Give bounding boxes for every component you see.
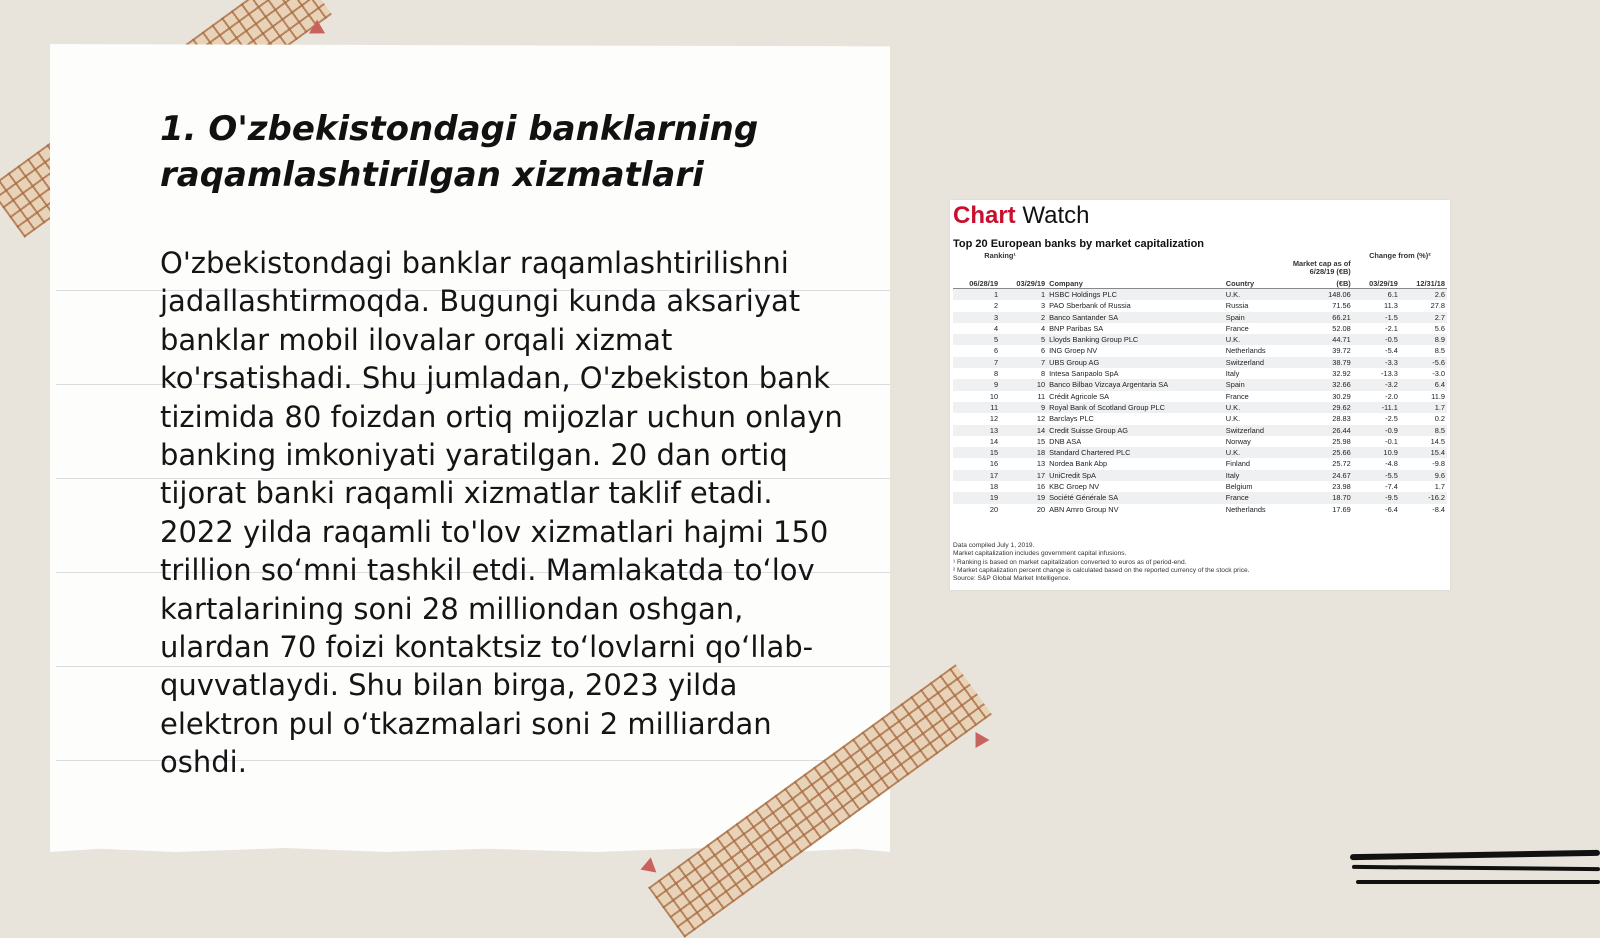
table-cell: -11.1 <box>1353 402 1400 413</box>
table-cell: 5.6 <box>1434 323 1445 333</box>
table-cell: 25.66 <box>1287 447 1353 458</box>
table-cell: 26.44 <box>1287 425 1353 436</box>
table-cell: 8.5 <box>1400 425 1447 436</box>
table-cell: 32.92 <box>1332 369 1351 379</box>
table-row <box>953 447 1447 458</box>
table-cell: UniCredit SpA <box>1047 470 1224 481</box>
table-row <box>953 504 1447 515</box>
chart-watch-subtitle: Top 20 European banks by market capitalization <box>953 238 1205 250</box>
table-row <box>953 481 1447 492</box>
table-cell: Banco Santander SA <box>1047 312 1224 323</box>
table-cell: 0.2 <box>1434 414 1445 424</box>
table-cell: Finland <box>1225 459 1251 469</box>
column-header: 06/28/19 <box>953 276 1000 289</box>
table-cell: -5.6 <box>1400 357 1447 368</box>
table-cell: 10 <box>1000 379 1047 390</box>
table-cell: 52.08 <box>1332 323 1351 333</box>
table-cell: 10.9 <box>1353 447 1400 458</box>
brush-stroke <box>1350 850 1600 860</box>
table-cell: Banco Bilbao Vizcaya Argentaria SA <box>1047 379 1224 390</box>
table-cell: 15 <box>953 447 1000 458</box>
brand-word-watch: Watch <box>1022 202 1090 229</box>
chart-watch-brand <box>953 203 1089 229</box>
table-row <box>953 312 1447 323</box>
table-cell: 39.72 <box>1332 346 1351 356</box>
table-cell: 2.6 <box>1400 289 1447 301</box>
table-cell: 6.4 <box>1400 379 1447 390</box>
table-cell: Netherlands <box>1225 346 1266 356</box>
table-cell: 6 <box>993 346 999 356</box>
table-cell: DNB ASA <box>1049 436 1082 446</box>
table-cell: -2.5 <box>1385 414 1398 424</box>
table-cell: BNP Paribas SA <box>1049 323 1104 333</box>
table-cell: Norway <box>1225 436 1251 446</box>
table-cell: 71.56 <box>1332 301 1351 311</box>
table-cell: 24.67 <box>1287 470 1353 481</box>
table-cell: 8.5 <box>1434 346 1445 356</box>
table-cell: Belgium <box>1225 482 1253 492</box>
table-cell: 12 <box>1036 414 1046 424</box>
table-cell: 18 <box>1000 447 1047 458</box>
table-cell: France <box>1225 323 1249 333</box>
table-cell: U.K. <box>1224 402 1287 413</box>
market-cap-header: Market cap as of 6/28/19 (€B) <box>1292 259 1351 276</box>
slide-title: 1. O'zbekistondagi banklarning raqamlashtirilgan xizmatlari <box>160 109 759 195</box>
column-header: 12/31/18 <box>1400 276 1447 289</box>
table-cell: 25.98 <box>1332 436 1351 446</box>
table-cell: Spain <box>1224 312 1287 323</box>
table-cell: 8 <box>993 369 999 379</box>
table-row <box>953 402 1447 413</box>
table-cell: Lloyds Banking Group PLC <box>1047 334 1224 345</box>
table-cell: -5.5 <box>1353 470 1400 481</box>
table-cell: 28.83 <box>1332 414 1351 424</box>
table-cell: Société Générale SA <box>1047 492 1224 503</box>
brush-stroke <box>1352 865 1600 871</box>
table-row <box>953 334 1447 345</box>
table-cell: 4 <box>993 323 999 333</box>
table-cell: Italy <box>1224 470 1287 481</box>
table-cell: 9 <box>1000 402 1047 413</box>
column-header: Country <box>1224 276 1287 289</box>
table-cell: 16 <box>989 459 999 469</box>
table-cell: 2 <box>1000 312 1047 323</box>
table-cell: 17.69 <box>1332 504 1351 514</box>
table-cell: 25.72 <box>1332 459 1351 469</box>
table-cell: -16.2 <box>1400 492 1447 503</box>
table-cell: PAO Sberbank of Russia <box>1049 301 1131 311</box>
table-cell: 18.70 <box>1287 492 1353 503</box>
table-cell: 44.71 <box>1287 334 1353 345</box>
table-cell: -2.1 <box>1385 323 1398 333</box>
banks-table <box>953 250 1447 515</box>
table-cell: -0.1 <box>1385 436 1398 446</box>
table-cell: 14.5 <box>1430 436 1445 446</box>
table-cell: 3 <box>953 312 1000 323</box>
table-cell: 5 <box>1000 334 1047 345</box>
table-cell: HSBC Holdings PLC <box>1047 289 1224 301</box>
footnote: Data compiled July 1, 2019. <box>953 542 1035 549</box>
footnote: Market capitalization includes government capital infusions. <box>953 550 1127 558</box>
table-cell: -3.0 <box>1432 369 1445 379</box>
table-cell: -3.2 <box>1353 379 1400 390</box>
table-cell: 9.6 <box>1400 470 1447 481</box>
table-row <box>953 391 1447 402</box>
table-cell: Netherlands <box>1225 504 1266 514</box>
table-cell: 6 <box>1041 346 1046 356</box>
table-row <box>953 458 1447 469</box>
footnote: ¹ Ranking is based on market capitalization converted to euros as of period-end. <box>953 558 1187 566</box>
table-cell: 11.9 <box>1431 391 1445 401</box>
table-cell: -3.3 <box>1353 357 1400 368</box>
table-cell: 8 <box>1041 369 1046 379</box>
table-cell: 1 <box>953 289 1000 301</box>
tape-tip-left <box>640 857 661 878</box>
group-header-ranking: Ranking¹ <box>984 251 1016 260</box>
table-cell: Italy <box>1225 369 1240 379</box>
table-cell: 38.79 <box>1287 357 1353 368</box>
table-cell: U.K. <box>1225 414 1241 424</box>
table-cell: 15 <box>1036 436 1046 446</box>
table-cell: 5 <box>953 334 1000 345</box>
table-cell: -9.5 <box>1353 492 1400 503</box>
table-cell: 15.4 <box>1400 447 1447 458</box>
table-cell: Switzerland <box>1224 357 1287 368</box>
table-cell: 16 <box>1036 482 1046 492</box>
table-row <box>953 492 1447 503</box>
column-header: (€B) <box>1287 276 1353 289</box>
table-cell: -6.4 <box>1385 504 1398 514</box>
table-row <box>953 425 1447 436</box>
table-cell: 8.9 <box>1400 334 1447 345</box>
table-cell: 10 <box>989 391 999 401</box>
table-cell: -9.8 <box>1432 459 1445 469</box>
table-cell: -1.5 <box>1353 312 1400 323</box>
table-cell: Switzerland <box>1224 425 1287 436</box>
table-cell: 18 <box>989 482 999 492</box>
table-cell: 30.29 <box>1332 391 1351 401</box>
table-cell: U.K. <box>1224 289 1287 301</box>
table-cell: -0.5 <box>1353 334 1400 345</box>
table-cell: 6.1 <box>1353 289 1400 301</box>
table-cell: 11 <box>953 402 1000 413</box>
table-cell: 23.98 <box>1332 482 1351 492</box>
table-row <box>953 368 1447 379</box>
table-cell: 66.21 <box>1287 312 1353 323</box>
table-cell: 148.06 <box>1287 289 1353 301</box>
table-cell: -4.8 <box>1385 459 1398 469</box>
table-cell: -8.4 <box>1432 504 1445 514</box>
table-cell: 14 <box>1000 425 1047 436</box>
table-cell: 4 <box>1041 323 1046 333</box>
brand-word-chart: Chart <box>953 202 1016 229</box>
chart-watch-card <box>950 200 1450 590</box>
table-cell: 3 <box>1041 301 1046 311</box>
table-cell: UBS Group AG <box>1047 357 1224 368</box>
table-row <box>953 470 1447 481</box>
table-cell: 1.7 <box>1400 402 1447 413</box>
table-cell: -7.4 <box>1385 482 1398 492</box>
table-cell: Russia <box>1225 301 1249 311</box>
table-cell: 12 <box>989 414 999 424</box>
column-header: Company <box>1047 276 1224 289</box>
table-cell: 19 <box>953 492 1000 503</box>
table-cell: ING Groep NV <box>1049 346 1098 356</box>
table-cell: 7 <box>1000 357 1047 368</box>
table-cell: 7 <box>953 357 1000 368</box>
table-cell: -13.3 <box>1381 369 1398 379</box>
table-cell: 9 <box>953 379 1000 390</box>
tape-tip-right <box>969 728 990 748</box>
table-cell: 29.62 <box>1287 402 1353 413</box>
table-cell: 1.7 <box>1434 482 1445 492</box>
table-cell: Intesa Sanpaolo SpA <box>1049 369 1119 379</box>
footnote: ² Market capitalization percent change is calculated based on the reported currency of the stock price. <box>953 566 1250 574</box>
table-row <box>953 345 1447 356</box>
table-row <box>953 357 1447 368</box>
table-cell: 13 <box>953 425 1000 436</box>
table-cell: Crédit Agricole SA <box>1049 391 1110 401</box>
table-cell: Standard Chartered PLC <box>1047 447 1224 458</box>
table-row <box>953 436 1447 447</box>
table-cell: 32.66 <box>1287 379 1353 390</box>
brush-stroke <box>1356 880 1600 884</box>
column-header: 03/29/19 <box>1000 276 1047 289</box>
table-row <box>953 413 1447 424</box>
table-footnotes <box>953 542 1447 583</box>
group-header-change: Change from (%)² <box>1369 251 1431 260</box>
table-row <box>953 300 1447 311</box>
table-cell: France <box>1224 492 1287 503</box>
table-cell: 13 <box>1036 459 1046 469</box>
table-cell: 17 <box>1000 470 1047 481</box>
table-row <box>953 289 1447 301</box>
table-cell: 20 <box>1036 504 1046 514</box>
table-cell: France <box>1225 391 1249 401</box>
table-cell: -2.0 <box>1385 391 1398 401</box>
table-cell: 14 <box>989 436 999 446</box>
footnote: Source: S&P Global Market Intelligence. <box>953 575 1071 583</box>
slide-body-text: O'zbekistondagi banklar raqamlashtirilishni jadallashtirmoqda. Bugungi kunda aksariyat banklar mobil ilovalar orqali xizmat ko'rsatishadi. Shu jumladan, O'zbekiston bank tizimida 80 foizdan ortiq mijozlar uchun onlayn banking imkoniyati yaratilgan. 20 dan ortiq tijorat banki raqamli xizmatlar taklif etadi. 2022 yilda raqamli to'lov xizmatlari hajmi 150 trillion so‘mni tashkil etdi. Mamlakatda to‘lov kartalarining soni 28 milliondan oshgan, ulardan 70 foizi kontaktsiz to‘lovlarni qo‘llab-quvvatlaydi. Shu bilan birga, 2023 yilda elektron pul o‘tkazmalari soni 2 milliardan oshdi. <box>160 246 843 780</box>
table-cell: Spain <box>1224 379 1287 390</box>
table-cell: 1 <box>1000 289 1047 301</box>
table-cell: U.K. <box>1224 447 1287 458</box>
table-row <box>953 379 1447 390</box>
table-row <box>953 323 1447 334</box>
table-cell: 11.3 <box>1384 301 1398 311</box>
column-header: 03/29/19 <box>1353 276 1400 289</box>
table-cell: 17 <box>953 470 1000 481</box>
table-cell: 2 <box>993 301 999 311</box>
table-cell: 27.8 <box>1430 301 1445 311</box>
table-cell: 19 <box>1000 492 1047 503</box>
table-cell: U.K. <box>1224 334 1287 345</box>
table-cell: Barclays PLC <box>1049 414 1094 424</box>
table-cell: 2.7 <box>1400 312 1447 323</box>
table-cell: -5.4 <box>1385 346 1398 356</box>
table-cell: ABN Amro Group NV <box>1049 504 1119 514</box>
table-cell: -0.9 <box>1353 425 1400 436</box>
table-cell: KBC Groep NV <box>1049 482 1100 492</box>
table-cell: Nordea Bank Abp <box>1049 459 1108 469</box>
table-cell: Credit Suisse Group AG <box>1047 425 1224 436</box>
table-cell: 20 <box>989 504 999 514</box>
table-cell: 11 <box>1037 391 1046 401</box>
table-cell: Royal Bank of Scotland Group PLC <box>1047 402 1224 413</box>
